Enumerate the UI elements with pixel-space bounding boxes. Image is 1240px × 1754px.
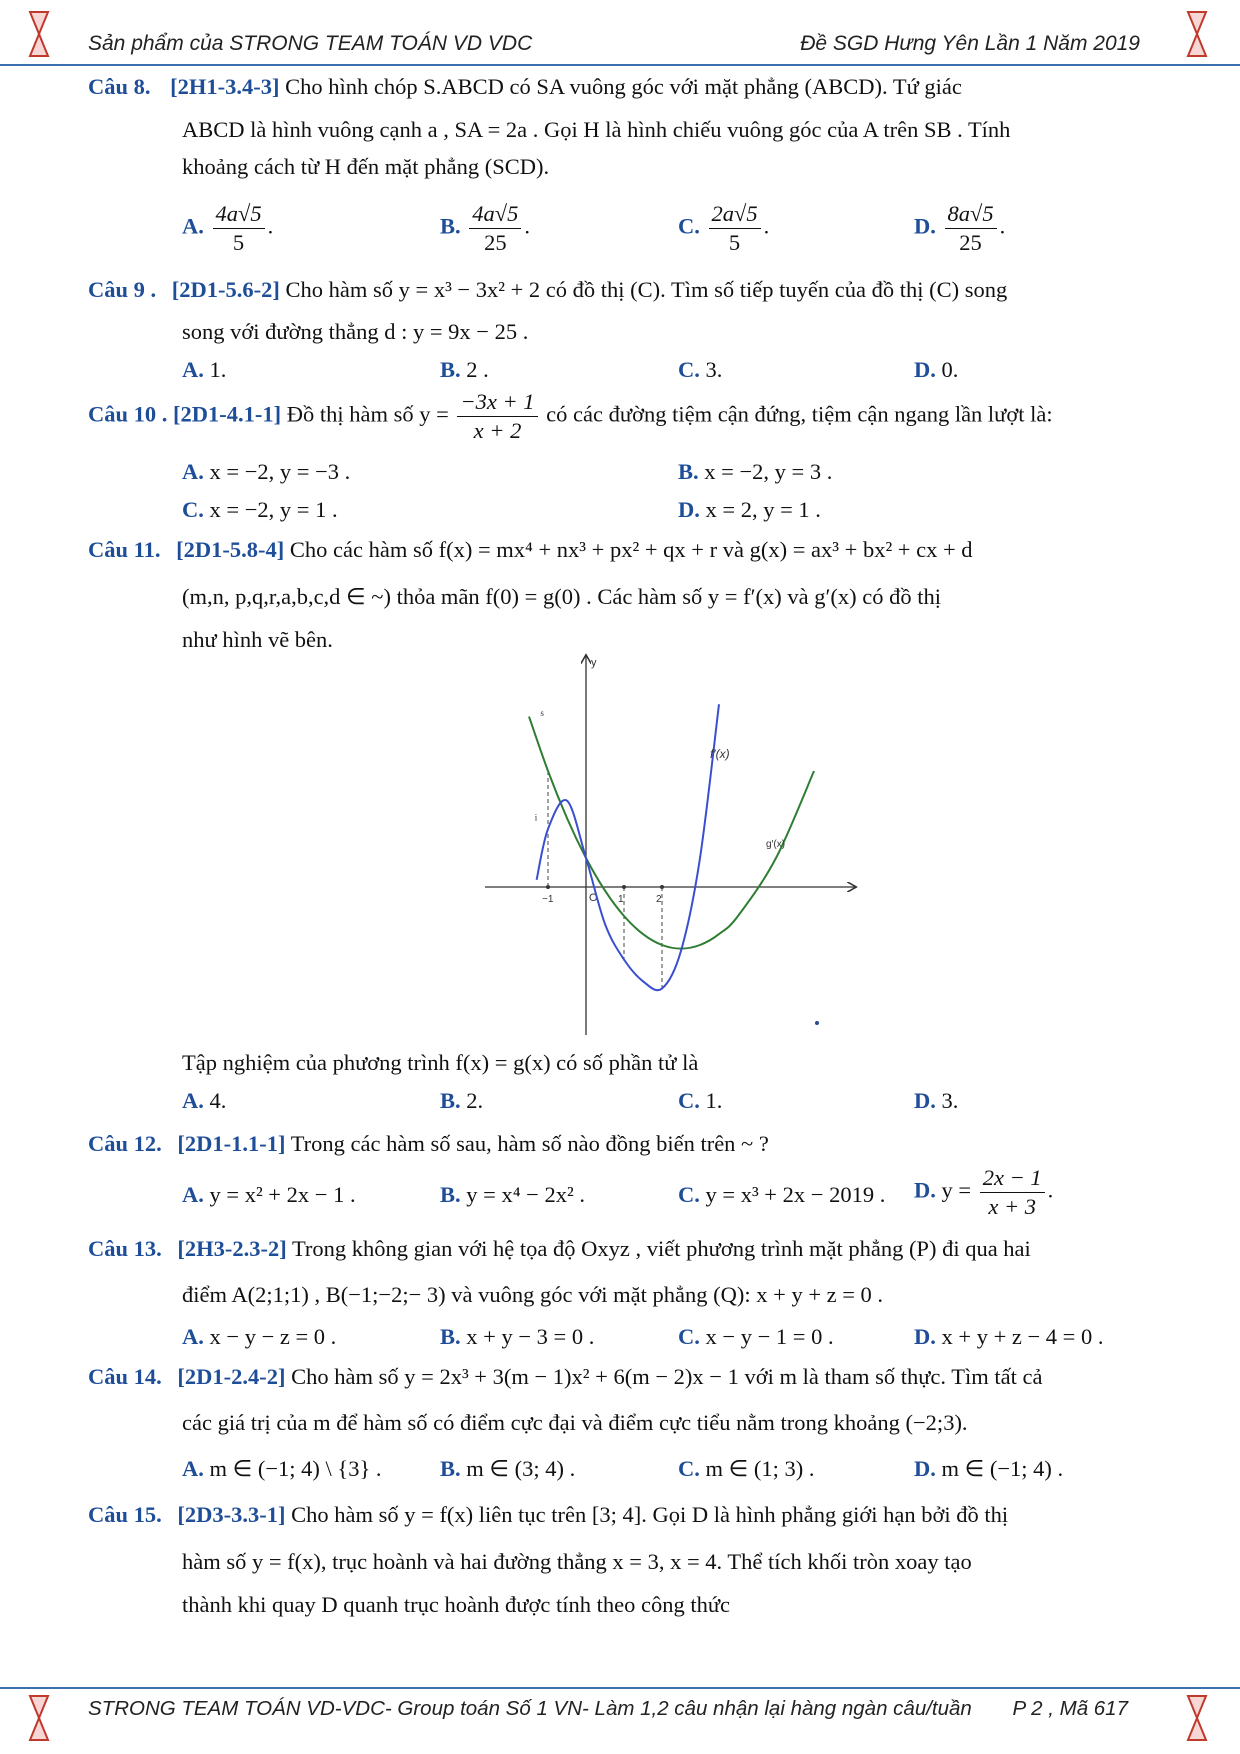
question-15-text2: hàm số y = f(x), trục hoành và hai đường thẳng x = 3, x = 4. Thể tích khối tròn xoay tạo bbox=[182, 1549, 972, 1574]
y-axis-label: y bbox=[591, 657, 597, 669]
q12-option-a[interactable]: A. y = x² + 2x − 1 . bbox=[182, 1182, 356, 1207]
question-8-tag: [2H1-3.4-3] bbox=[170, 74, 280, 99]
q14-option-c[interactable]: C. m ∈ (1; 3) . bbox=[678, 1456, 815, 1481]
curve-annotation: s bbox=[540, 707, 544, 718]
header-right-text: Đề SGD Hưng Yên Lần 1 Năm 2019 bbox=[800, 32, 1140, 55]
question-12-tag: [2D1-1.1-1] bbox=[177, 1131, 286, 1156]
question-10-line1 bbox=[88, 388, 1053, 445]
question-12-line1 bbox=[88, 1129, 769, 1159]
question-8-text2: ABCD là hình vuông cạnh a , SA = 2a . Gọi H là hình chiếu vuông góc của A trên SB . Tính bbox=[182, 117, 1011, 142]
x-tick-label: 1 bbox=[618, 894, 624, 905]
question-11-text3: như hình vẽ bên. bbox=[182, 627, 333, 652]
q8-option-a[interactable]: A. $\frac{4a√5}{5}$ . bbox=[182, 201, 274, 255]
question-14-text1: Cho hàm số y = 2x³ + 3(m − 1)x² + 6(m − 2)x − 1 với m là tham số thực. Tìm tất cả bbox=[291, 1364, 1043, 1389]
question-13-number: Câu 13. bbox=[88, 1236, 162, 1261]
question-11-number: Câu 11. bbox=[88, 537, 161, 562]
q8-option-c[interactable]: C. $\frac{2a√5}{5}$ . bbox=[678, 201, 770, 255]
q12-option-b[interactable]: B. y = x⁴ − 2x² . bbox=[440, 1182, 585, 1207]
question-8-text3: khoảng cách từ H đến mặt phẳng (SCD). bbox=[182, 154, 550, 179]
question-11-tag: [2D1-5.8-4] bbox=[176, 537, 285, 562]
question-11-line1 bbox=[88, 535, 973, 565]
question-10-post: có các đường tiệm cận đứng, tiệm cận ngang lần lượt là: bbox=[546, 401, 1053, 427]
footer-page-number: P 2 , Mã 617 bbox=[1012, 1697, 1128, 1720]
derivative-graph bbox=[470, 650, 860, 1040]
q14-option-a[interactable]: A. m ∈ (−1; 4) \ {3} . bbox=[182, 1456, 382, 1481]
q13-option-c[interactable]: C. x − y − 1 = 0 . bbox=[678, 1324, 834, 1349]
question-9-text2: song với đường thẳng d : y = 9x − 25 . bbox=[182, 319, 529, 344]
question-11-question: Tập nghiệm của phương trình f(x) = g(x) có số phần tử là bbox=[182, 1050, 699, 1075]
q9-option-b[interactable]: B. 2 . bbox=[440, 357, 489, 382]
q11-option-d[interactable]: D. 3. bbox=[914, 1088, 959, 1113]
stray-dot bbox=[815, 1021, 819, 1025]
question-13-text2: điểm A(2;1;1) , B(−1;−2;− 3) và vuông góc với mặt phẳng (Q): x + y + z = 0 . bbox=[182, 1282, 884, 1307]
question-14-number: Câu 14. bbox=[88, 1364, 162, 1389]
footer-text: STRONG TEAM TOÁN VD-VDC- Group toán Số 1 VN- Làm 1,2 câu nhận lại hàng ngàn câu/tuần bbox=[88, 1697, 972, 1720]
q11-option-c[interactable]: C. 1. bbox=[678, 1088, 723, 1113]
q10-option-c[interactable]: C. x = −2, y = 1 . bbox=[182, 497, 338, 522]
q13-option-d[interactable]: D. x + y + z − 4 = 0 . bbox=[914, 1324, 1104, 1349]
question-15-tag: [2D3-3.3-1] bbox=[177, 1502, 286, 1527]
question-15-text3: thành khi quay D quanh trục hoành được tính theo công thức bbox=[182, 1592, 731, 1617]
page-header bbox=[0, 0, 1240, 70]
question-9-number: Câu 9 . bbox=[88, 277, 157, 302]
question-9-tag: [2D1-5.6-2] bbox=[171, 277, 280, 302]
question-14-tag: [2D1-2.4-2] bbox=[177, 1364, 286, 1389]
header-divider bbox=[0, 64, 1240, 66]
question-10-number: Câu 10 . bbox=[88, 401, 168, 427]
question-8-line1 bbox=[88, 72, 962, 102]
hourglass-footer-right-icon bbox=[1186, 1694, 1208, 1742]
q9-option-d[interactable]: D. 0. bbox=[914, 357, 959, 382]
hourglass-right-icon bbox=[1186, 10, 1208, 58]
question-8-number: Câu 8. bbox=[88, 74, 151, 99]
question-14-text2: các giá trị của m để hàm số có điểm cực đại và điểm cực tiểu nằm trong khoảng (−2;3). bbox=[182, 1410, 968, 1435]
g-prime-label: g′(x) bbox=[766, 839, 786, 850]
question-13-tag: [2H3-2.3-2] bbox=[177, 1236, 287, 1261]
footer-divider bbox=[0, 1687, 1240, 1689]
question-13-text1: Trong không gian với hệ tọa độ Oxyz , viết phương trình mặt phẳng (P) đi qua hai bbox=[291, 1236, 1031, 1261]
curve-annotation: i bbox=[534, 812, 538, 823]
q8-option-d[interactable]: D. $\frac{8a√5}{25}$ . bbox=[914, 201, 1006, 255]
question-11-text1: Cho các hàm số f(x) = mx⁴ + nx³ + px² + qx + r và g(x) = ax³ + bx² + cx + d bbox=[289, 537, 973, 562]
question-10-tag: [2D1-4.1-1] bbox=[173, 401, 282, 427]
question-15-text1: Cho hàm số y = f(x) liên tục trên [3; 4]. Gọi D là hình phẳng giới hạn bởi đồ thị bbox=[291, 1502, 1009, 1527]
q12-option-c[interactable]: C. y = x³ + 2x − 2019 . bbox=[678, 1182, 886, 1207]
question-13-line1 bbox=[88, 1234, 1031, 1264]
question-11-text2: (m,n, p,q,r,a,b,c,d ∈ ~) thỏa mãn f(0) = g(0) . Các hàm số y = f′(x) và g′(x) có đồ thị bbox=[182, 584, 942, 609]
x-tick-label: −1 bbox=[542, 894, 554, 905]
q13-option-b[interactable]: B. x + y − 3 = 0 . bbox=[440, 1324, 595, 1349]
q13-option-a[interactable]: A. x − y − z = 0 . bbox=[182, 1324, 337, 1349]
question-8-text1: Cho hình chóp S.ABCD có SA vuông góc với mặt phẳng (ABCD). Tứ giác bbox=[285, 74, 962, 99]
question-12-text: Trong các hàm số sau, hàm số nào đồng biến trên ~ ? bbox=[290, 1131, 769, 1156]
question-12-number: Câu 12. bbox=[88, 1131, 162, 1156]
q10-option-a[interactable]: A. x = −2, y = −3 . bbox=[182, 459, 351, 484]
q10-option-d[interactable]: D. x = 2, y = 1 . bbox=[678, 497, 821, 522]
question-10-pre: Đồ thị hàm số y = bbox=[286, 401, 449, 427]
x-tick-label: 2 bbox=[656, 894, 662, 905]
question-14-line1 bbox=[88, 1362, 1042, 1392]
q12-option-d[interactable]: D. y = $\frac{2x - 1}{x + 3}$ . bbox=[914, 1165, 1054, 1219]
q11-option-b[interactable]: B. 2. bbox=[440, 1088, 484, 1113]
origin-label: O bbox=[589, 892, 598, 904]
q9-option-c[interactable]: C. 3. bbox=[678, 357, 723, 382]
question-15-line1 bbox=[88, 1500, 1008, 1530]
q8-option-b[interactable]: B. $\frac{4a√5}{25}$ . bbox=[440, 201, 530, 255]
hourglass-footer-left-icon bbox=[28, 1694, 50, 1742]
q9-option-a[interactable]: A. 1. bbox=[182, 357, 227, 382]
question-10-fraction: $\frac{-3x + 1}{x + 2}$ bbox=[457, 388, 537, 445]
header-left-text: Sản phẩm của STRONG TEAM TOÁN VD VDC bbox=[88, 32, 533, 55]
q14-option-b[interactable]: B. m ∈ (3; 4) . bbox=[440, 1456, 576, 1481]
q14-option-d[interactable]: D. m ∈ (−1; 4) . bbox=[914, 1456, 1064, 1481]
f-prime-label: f′(x) bbox=[710, 747, 730, 761]
question-9-line1 bbox=[88, 275, 1007, 305]
hourglass-left-icon bbox=[28, 10, 50, 58]
question-15-number: Câu 15. bbox=[88, 1502, 162, 1527]
g-prime-curve bbox=[529, 717, 814, 949]
q10-option-b[interactable]: B. x = −2, y = 3 . bbox=[678, 459, 833, 484]
question-9-text1: Cho hàm số y = x³ − 3x² + 2 có đồ thị (C). Tìm số tiếp tuyến của đồ thị (C) song bbox=[285, 277, 1008, 302]
q11-option-a[interactable]: A. 4. bbox=[182, 1088, 227, 1113]
